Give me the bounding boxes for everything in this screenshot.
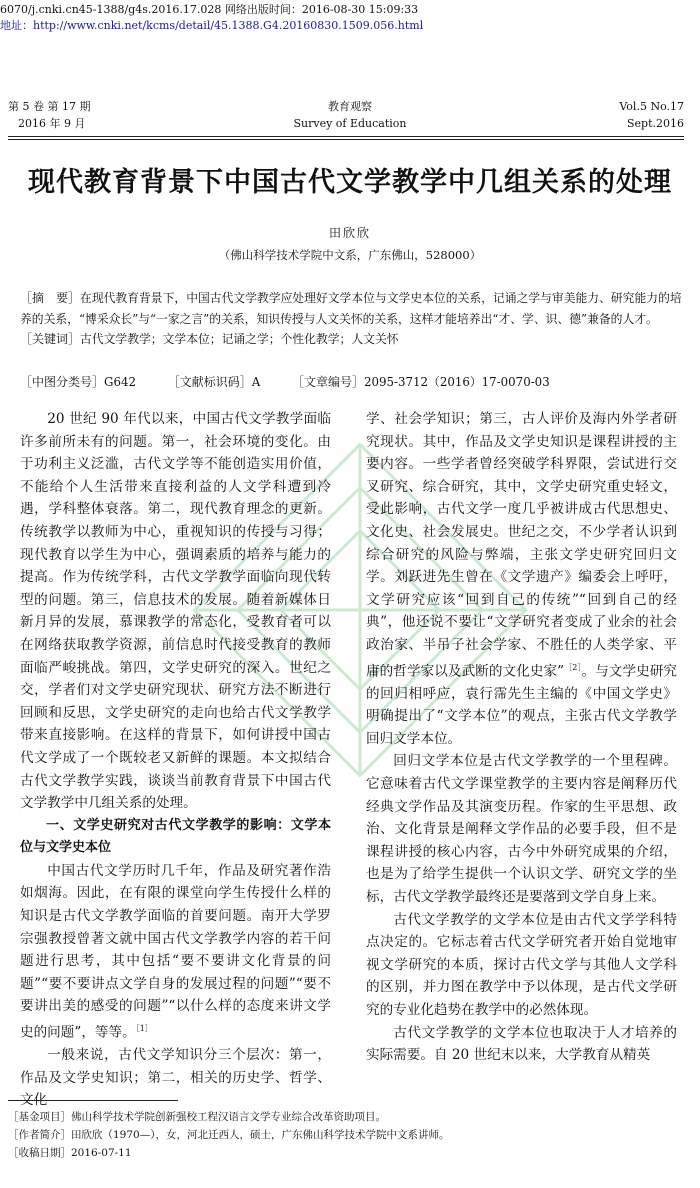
doi-line: 6070/j.cnki.cn45-1388/g4s.2016.17.028 网络出版时间：2016-08-30 15:09:33 bbox=[0, 3, 419, 16]
journal-name-en: Survey of Education bbox=[293, 117, 407, 130]
paragraph bbox=[20, 860, 331, 1044]
doccode-value: A bbox=[251, 375, 261, 389]
keywords-label: ［关键词］ bbox=[20, 332, 81, 346]
citation-ref[interactable]: ［2］ bbox=[564, 662, 582, 672]
issue-date: 2016 年 9 月 bbox=[18, 117, 86, 130]
clc-label: ［中图分类号］ bbox=[20, 375, 105, 389]
section-heading: 一、文学史研究对古代文学教学的影响：文学本位与文学史本位 bbox=[20, 817, 331, 856]
article-no-value: 2095-3712（2016）17-0070-03 bbox=[364, 375, 550, 389]
article-no-label: ［文章编号］ bbox=[292, 375, 365, 389]
abstract-label: ［摘 要］ bbox=[20, 291, 81, 305]
paragraph: 古代文学教学的文学本位也取决于人才培养的实际需要。自 20 世纪末以来，大学教育从精英 bbox=[366, 1024, 677, 1064]
abstract bbox=[20, 288, 692, 350]
header-right bbox=[619, 98, 684, 132]
url-line[interactable]: 地址：http://www.cnki.net/kcms/detail/45.1388.G4.20160830.1509.056.html bbox=[0, 19, 424, 32]
header-rule-thin bbox=[8, 139, 684, 140]
author-name: 田欣欣 bbox=[328, 226, 371, 240]
paragraph-text: 学、社会学知识；第三，古人评价及海内外学者研究现状。其中，作品及文学史知识是课程讲授的主要内容。一些学者曾经突破学科界限，尝试进行交叉研究、综合研究，其中，文学史研究重史轻文，受此影响，古代文学一度几乎被讲成古代思想史、文化史、社会发展史。世纪之交，不少学者认识到综合研究的风险与弊端，主张文学史研究回归文学。刘跃进先生曾在《文学遗产》编委会上呼吁，文学研究应该“回到自己的传统”“回到自己的经典”，他还说不要让“文学研究者变成了业余的社会政治家、半吊子社会学家、不胜任的人类学家、平庸的哲学家以及武断的文化史家” bbox=[366, 411, 677, 680]
journal-name-cn: 教育观察 bbox=[328, 100, 372, 113]
footnote-rule bbox=[8, 1100, 178, 1101]
paragraph: 20 世纪 90 年代以来，中国古代文学教学面临许多前所未有的问题。第一，社会环境的变化。由于功利主义泛滥，古代文学等不能创造实用价值，不能给个人生活带来直接利益的人文学科遭到冷遇，学科整体衰落。第二，现代教育理念的更新。传统教学以教师为中心，重视知识的传授与习得；现代教育以学生为中心，强调素质的培养与能力的提高。作为传统学科，古代文学教学面临向现代转型的问题。第三，信息技术的发展。随着新媒体日新月异的发展，慕课教学的常态化，受教育者可以在网络获取教学资源，前信息时代接受教育的教师面临严峻挑战。第四，文学史研究的深入。世纪之交，学者们对文学史研究现状、研究方法不断进行回顾和反思，文学史研究的走向也给古代文学教学带来直接影响。在这样的背景下，如何讲授中国古代文学成了一个既较老又新鲜的课题。本文拟结合古代文学教学实践，谈谈当前教育背景下中国古代文学教学中几组关系的处理。 bbox=[20, 411, 331, 812]
keywords-text: 古代文学教学；文学本位；记诵之学；个性化教学；人文关怀 bbox=[80, 332, 399, 346]
abstract-text: 在现代教育背景下，中国古代文学教学应处理好文学本位与文学史本位的关系，记诵之学与审美能力、研究能力的培养的关系，“博采众长”与“一家之言”的关系，知识传授与人文关怀的关系，这样才能培养出“才、学、识、德”兼备的人才。 bbox=[20, 291, 682, 326]
footnotes bbox=[8, 1108, 449, 1162]
paragraph-text: 中国古代文学历时几千年，作品及研究著作浩如烟海。因此，在有限的课堂向学生传授什么样的知识是古代文学教学面临的首要问题。南开大学罗宗强教授曾著文就中国古代文学教学内容的若干问题进行思考，其中包括“要不要讲文化背景的问题”“要不要讲点文学自身的发展过程的问题”“要不要讲出美的感受的问题”“以什么样的态度来讲文学史的问题”，等等。 bbox=[20, 862, 331, 1041]
header-left bbox=[8, 98, 90, 132]
paragraph-text-tail: 。与文学史研究的回归相呼应，袁行霈先生主编的《中国文学史》明确提出了“文学本位”的观点，主张古代文学教学回归文学本位。 bbox=[366, 663, 678, 747]
paragraph: 一般来说，古代文学知识分三个层次：第一，作品及文学史知识；第二，相关的历史学、哲学、文化 bbox=[20, 1047, 331, 1109]
top-meta bbox=[0, 2, 520, 34]
volume-issue-en: Vol.5 No.17 bbox=[619, 100, 684, 113]
paragraph: 古代文学教学的文学本位是由古代文学学科特点决定的。它标志着古代文学研究者开始自觉地审视文学研究的本质，探讨古代文学与其他人文学科的区别，并力图在教学中予以体现，是古代文学研究的专业化趋势在教学中的必然体现。 bbox=[366, 911, 677, 1018]
header-rule-thick bbox=[8, 136, 684, 137]
header-center bbox=[250, 98, 450, 132]
author-affiliation: （佛山科学技术学院中文系，广东佛山，528000） bbox=[218, 248, 482, 262]
doccode-label: ［文献标识码］ bbox=[167, 375, 252, 389]
article-title: 现代教育背景下中国古代文学教学中几组关系的处理 bbox=[28, 167, 672, 198]
footnote-author: ［作者简介］田欣欣（1970—），女，河北迁西人，硕士，广东佛山科学技术学院中文系讲师。 bbox=[8, 1129, 450, 1141]
footnote-received: ［收稿日期］2016-07-11 bbox=[8, 1147, 132, 1159]
citation-ref[interactable]: ［1］ bbox=[135, 1024, 153, 1034]
paragraph-continued bbox=[366, 408, 677, 750]
body-column-right bbox=[366, 408, 677, 1067]
paragraph: 回归文学本位是古代文学教学的一个里程碑。它意味着古代文学课堂教学的主要内容是阐释历代经典文学作品及其演变历程。作家的生平思想、政治、文化背景是阐释文学作品的必要手段，但不是课程讲授的核心内容，古今中外研究成果的介绍，也是为了给学生提供一个认识文学、研究文学的坐标，古代文学教学最终还是要落到文学自身上来。 bbox=[366, 753, 677, 905]
footnote-funding: ［基金项目］佛山科学技术学院创新强校工程汉语言文学专业综合改革资助项目。 bbox=[8, 1111, 386, 1123]
body-column-left bbox=[20, 408, 331, 1112]
issue-date-en: Sept.2016 bbox=[627, 117, 684, 130]
volume-issue: 第 5 卷 第 17 期 bbox=[8, 100, 91, 113]
clc-value: G642 bbox=[104, 375, 136, 389]
classification-codes bbox=[20, 372, 692, 392]
